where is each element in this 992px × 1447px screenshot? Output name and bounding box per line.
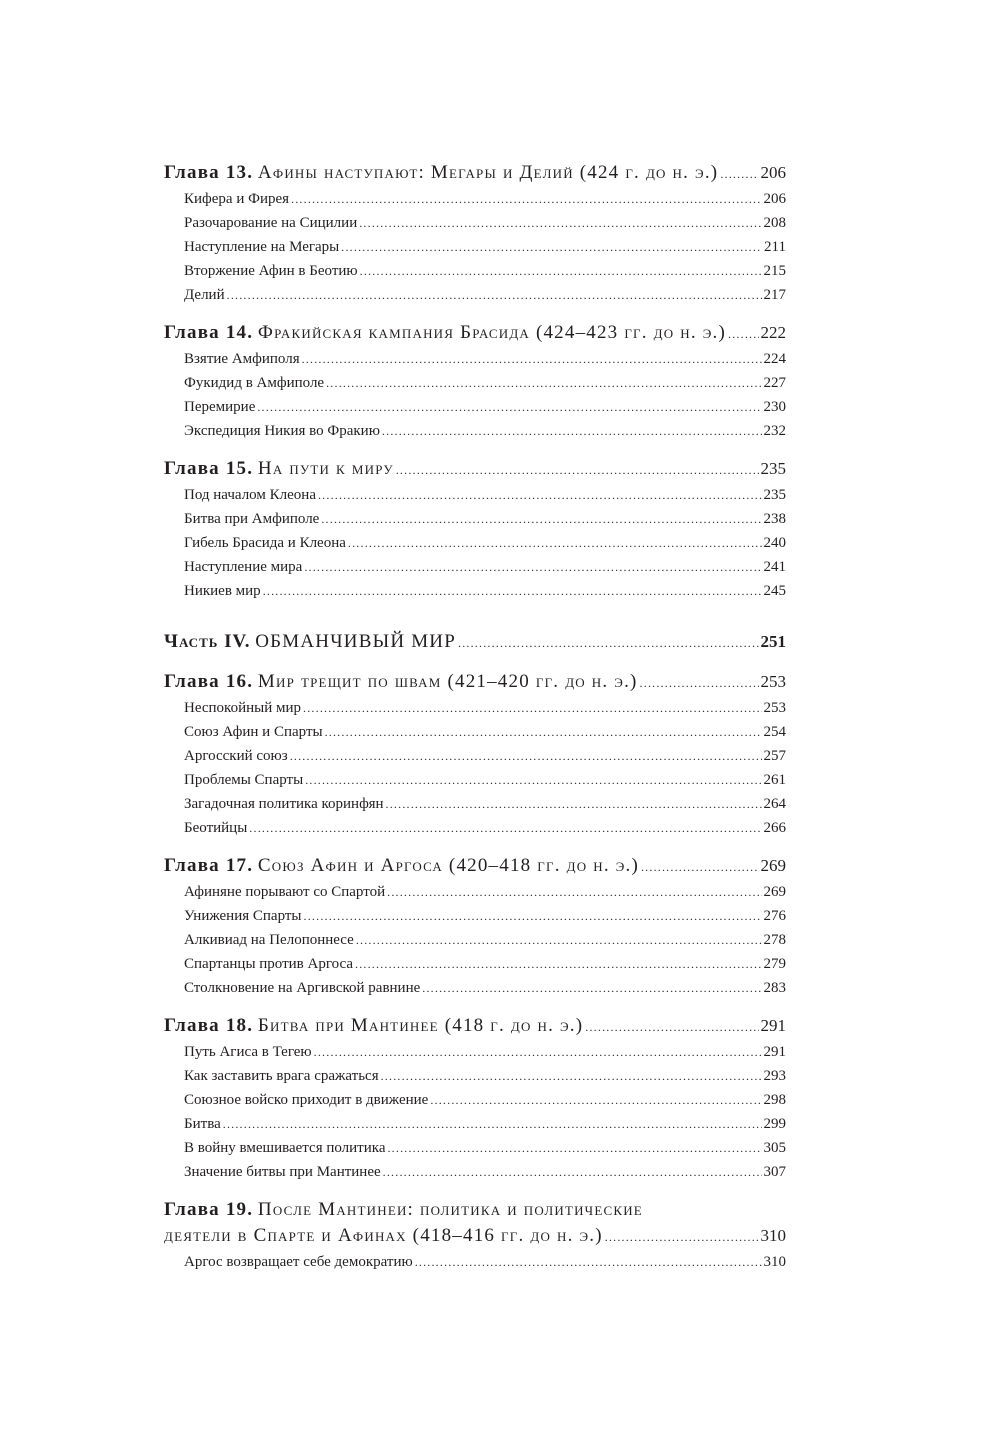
section-title: Наступление на Мегары [184, 239, 340, 255]
table-of-contents [164, 160, 786, 1274]
page-number: 305 [763, 1140, 786, 1156]
section-entry [164, 720, 786, 744]
dot-leader [291, 187, 761, 211]
dot-leader [458, 630, 759, 656]
dot-leader [321, 507, 761, 531]
section-title: Гибель Брасида и Клеона [184, 535, 346, 551]
chapter-entry [164, 853, 786, 880]
chapter-heading [164, 456, 394, 482]
section-title: Аргос возвращает себе демократию [184, 1254, 413, 1270]
chapter-heading [164, 320, 726, 346]
dot-leader [355, 952, 762, 976]
page-number: 211 [764, 239, 786, 255]
section-title: Как заставить врага сражаться [184, 1068, 379, 1084]
section-title: Неспокойный мир [184, 700, 302, 716]
section-entry [164, 235, 786, 259]
page-number: 307 [763, 1164, 786, 1180]
dot-leader [305, 768, 761, 792]
chapter-entry [164, 1013, 786, 1040]
section-title: Кифера и Фирея [184, 191, 290, 207]
section-title: Столкновение на Аргивской равнине [184, 980, 421, 996]
page-number: 232 [763, 423, 786, 439]
chapter-heading-line [164, 1197, 786, 1223]
section-entry [164, 768, 786, 792]
page-number: 283 [763, 980, 786, 996]
page-number: 269 [763, 884, 786, 900]
dot-leader [303, 696, 761, 720]
section-entry [164, 744, 786, 768]
page-number: 279 [763, 956, 786, 972]
chapter-heading [164, 853, 639, 879]
dot-leader [387, 1136, 761, 1160]
dot-leader [386, 792, 762, 816]
section-title: Спартанцы против Аргоса [184, 956, 353, 972]
dot-leader [605, 1224, 759, 1250]
chapter-entry [164, 456, 786, 483]
chapter-title: Мир трещит по швам (421–420 гг. до н. э.) [257, 671, 638, 692]
chapter-title: После Мантинеи: политика и политические [257, 1199, 643, 1220]
section-entry [164, 1112, 786, 1136]
section-title: Афиняне порывают со Спартой [184, 884, 386, 900]
section-entry [164, 419, 786, 443]
section-entry [164, 952, 786, 976]
page-number: 291 [760, 1016, 786, 1035]
page-number: 310 [760, 1226, 786, 1245]
section-title: Путь Агиса в Тегею [184, 1044, 312, 1060]
section-entry [164, 483, 786, 507]
page-number: 240 [763, 535, 786, 551]
dot-leader [415, 1250, 762, 1274]
page-number: 206 [760, 163, 786, 182]
page-number: 251 [760, 632, 786, 651]
dot-leader [302, 347, 762, 371]
page-number: 227 [763, 375, 786, 391]
page-number: 235 [760, 459, 786, 478]
dot-leader [359, 211, 761, 235]
page-number: 253 [763, 700, 786, 716]
chapter-heading [164, 1013, 583, 1039]
page-number: 206 [763, 191, 786, 207]
dot-leader [326, 371, 761, 395]
page-number: 261 [763, 772, 786, 788]
page-number: 215 [763, 263, 786, 279]
dot-leader [223, 1112, 762, 1136]
dot-leader [383, 1160, 762, 1184]
page-number: 241 [763, 559, 786, 575]
chapter-number: Глава 14. [164, 322, 254, 343]
chapter-number: Глава 19. [164, 1199, 254, 1220]
chapter-number: Глава 16. [164, 671, 254, 692]
section-entry [164, 211, 786, 235]
page-number: 299 [763, 1116, 786, 1132]
part-heading [164, 629, 456, 655]
dot-leader [396, 457, 759, 483]
dot-leader [640, 670, 759, 696]
section-entry [164, 347, 786, 371]
page-number: 278 [763, 932, 786, 948]
page-number: 224 [763, 351, 786, 367]
page-number: 245 [763, 583, 786, 599]
section-title: Проблемы Спарты [184, 772, 304, 788]
section-entry [164, 880, 786, 904]
section-title: Взятие Амфиполя [184, 351, 300, 367]
chapter-number: Глава 17. [164, 855, 254, 876]
page-number: 298 [763, 1092, 786, 1108]
dot-leader [341, 235, 762, 259]
dot-leader [348, 531, 762, 555]
dot-leader [304, 555, 761, 579]
chapter-entry [164, 160, 786, 187]
dot-leader [290, 744, 762, 768]
page-number: 217 [763, 287, 786, 303]
section-entry [164, 187, 786, 211]
page-number: 230 [763, 399, 786, 415]
section-title: Алкивиад на Пелопоннесе [184, 932, 354, 948]
chapter-entry [164, 669, 786, 696]
section-entry [164, 1136, 786, 1160]
section-title: Делий [184, 287, 225, 303]
chapter-title: Афины наступают: Мегары и Делий (424 г. до н. э.) [257, 162, 719, 183]
page-number: 257 [763, 748, 786, 764]
section-entry [164, 928, 786, 952]
section-entry [164, 1064, 786, 1088]
section-entry [164, 283, 786, 307]
dot-leader [249, 816, 761, 840]
chapter-heading-line [164, 1223, 786, 1250]
dot-leader [387, 880, 761, 904]
part-number: Часть IV. [164, 631, 251, 652]
chapter-number: Глава 13. [164, 162, 254, 183]
page-number: 269 [760, 856, 786, 875]
dot-leader [382, 419, 762, 443]
section-entry [164, 816, 786, 840]
section-entry [164, 371, 786, 395]
section-entry [164, 976, 786, 1000]
section-entry [164, 395, 786, 419]
section-title: Перемирие [184, 399, 256, 415]
dot-leader [728, 321, 758, 347]
section-title: В войну вмешивается политика [184, 1140, 386, 1156]
section-entry [164, 555, 786, 579]
dot-leader [422, 976, 761, 1000]
dot-leader [430, 1088, 761, 1112]
section-title: Под началом Клеона [184, 487, 316, 503]
dot-leader [360, 259, 762, 283]
dot-leader [356, 928, 762, 952]
dot-leader [720, 161, 758, 187]
dot-leader [641, 854, 759, 880]
page-number: 238 [763, 511, 786, 527]
page-number: 222 [760, 323, 786, 342]
part-entry [164, 629, 786, 656]
section-title: Фукидид в Амфиполе [184, 375, 325, 391]
section-title: Битва при Амфиполе [184, 511, 320, 527]
section-entry [164, 531, 786, 555]
section-title: Аргосский союз [184, 748, 288, 764]
section-entry [164, 1160, 786, 1184]
page-number: 276 [763, 908, 786, 924]
dot-leader [314, 1040, 762, 1064]
chapter-number: Глава 18. [164, 1015, 254, 1036]
section-entry [164, 259, 786, 283]
chapter-entry [164, 1197, 786, 1250]
chapter-heading [164, 669, 638, 695]
section-title: Беотийцы [184, 820, 248, 836]
section-title: Битва [184, 1116, 221, 1132]
part-title: ОБМАНЧИВЫЙ МИР [255, 631, 456, 652]
chapter-title: На пути к миру [257, 458, 394, 479]
section-entry [164, 1250, 786, 1274]
section-entry [164, 792, 786, 816]
dot-leader [304, 904, 762, 928]
section-entry [164, 696, 786, 720]
page-number: 208 [763, 215, 786, 231]
section-title: Наступление мира [184, 559, 303, 575]
page-number: 253 [760, 672, 786, 691]
section-title: Значение битвы при Мантинее [184, 1164, 381, 1180]
chapter-title: Фракийская кампания Брасида (424–423 гг. до н. э.) [257, 322, 727, 343]
dot-leader [263, 579, 762, 603]
section-entry [164, 579, 786, 603]
section-title: Никиев мир [184, 583, 261, 599]
dot-leader [585, 1014, 758, 1040]
section-title: Союз Афин и Спарты [184, 724, 323, 740]
page-number: 264 [763, 796, 786, 812]
section-entry [164, 904, 786, 928]
section-title: Унижения Спарты [184, 908, 302, 924]
section-entry [164, 1040, 786, 1064]
page-number: 291 [763, 1044, 786, 1060]
chapter-entry [164, 320, 786, 347]
chapter-title: Битва при Мантинее (418 г. до н. э.) [257, 1015, 584, 1036]
dot-leader [325, 720, 762, 744]
section-title: Разочарование на Сицилии [184, 215, 358, 231]
dot-leader [318, 483, 762, 507]
section-title: Загадочная политика коринфян [184, 796, 384, 812]
chapter-heading [164, 160, 718, 186]
page-number: 254 [763, 724, 786, 740]
page-number: 266 [763, 820, 786, 836]
chapter-title-continued: деятели в Спарте и Афинах (418–416 гг. до н. э.) [164, 1225, 603, 1246]
section-title: Вторжение Афин в Беотию [184, 263, 358, 279]
page-number: 293 [763, 1068, 786, 1084]
dot-leader [381, 1064, 762, 1088]
section-title: Союзное войско приходит в движение [184, 1092, 429, 1108]
dot-leader [257, 395, 761, 419]
section-entry [164, 1088, 786, 1112]
chapter-title: Союз Афин и Аргоса (420–418 гг. до н. э.) [257, 855, 639, 876]
page-number: 310 [763, 1254, 786, 1270]
page-number: 235 [763, 487, 786, 503]
section-entry [164, 507, 786, 531]
chapter-number: Глава 15. [164, 458, 254, 479]
dot-leader [227, 283, 762, 307]
section-title: Экспедиция Никия во Фракию [184, 423, 380, 439]
